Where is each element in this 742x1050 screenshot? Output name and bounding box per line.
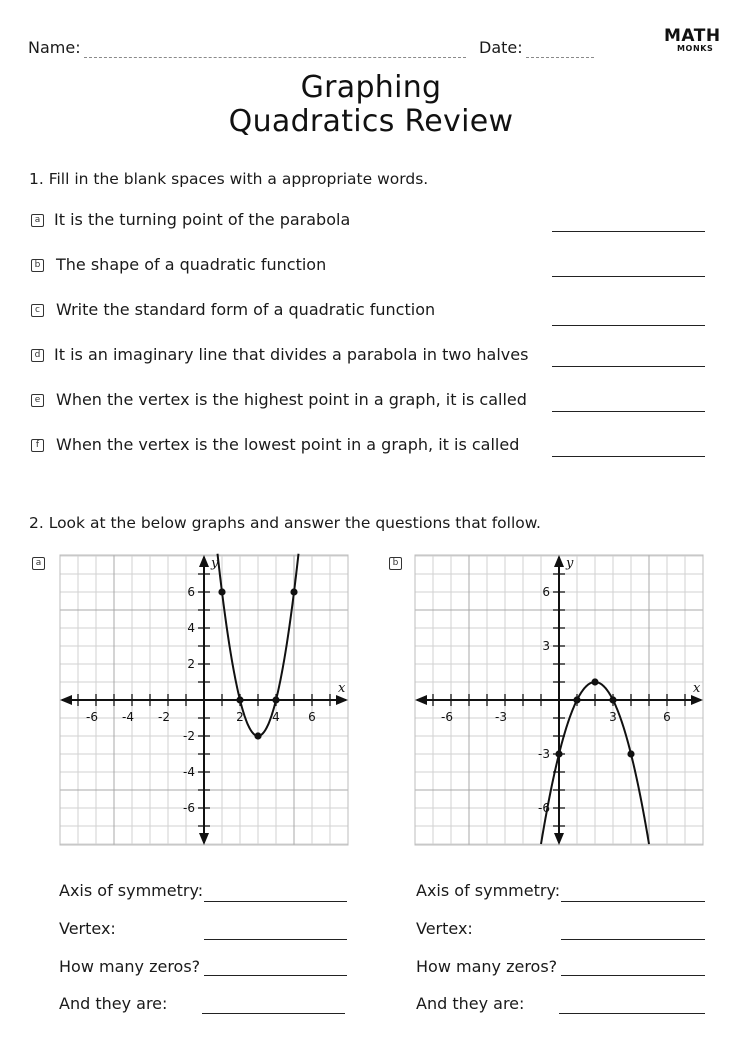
zeros-list-label-a: And they are:	[59, 994, 168, 1013]
date-field[interactable]	[526, 57, 594, 58]
item-letter-d: d	[31, 349, 44, 362]
y-tick-label: 6	[187, 585, 195, 599]
answer-line-a[interactable]	[552, 231, 705, 232]
x-tick-label: -3	[495, 710, 507, 724]
plotted-point	[627, 750, 634, 757]
y-tick-label: 2	[187, 657, 195, 671]
answer-line-e[interactable]	[552, 411, 705, 412]
x-axis-arrow-right	[336, 695, 348, 705]
x-tick-label: 3	[609, 710, 617, 724]
answer-line-b[interactable]	[552, 276, 705, 277]
x-tick-label: -6	[441, 710, 453, 724]
vertex-label-b: Vertex:	[416, 919, 473, 938]
plotted-point	[236, 696, 243, 703]
y-axis-label: y	[211, 556, 219, 571]
item-text-b: The shape of a quadratic function	[56, 255, 327, 274]
y-axis-label: y	[566, 556, 574, 571]
x-tick-label: -4	[122, 710, 134, 724]
plotted-point	[555, 750, 562, 757]
zeros-answer-b[interactable]	[561, 975, 705, 976]
y-axis-arrow-down	[554, 833, 564, 845]
vertex-answer-a[interactable]	[204, 939, 347, 940]
question-1-prompt: 1. Fill in the blank spaces with a appropriate words.	[29, 170, 429, 188]
x-tick-label: 6	[663, 710, 671, 724]
x-axis-arrow-left	[415, 695, 427, 705]
y-tick-label: -2	[183, 729, 195, 743]
y-tick-label: 4	[187, 621, 195, 635]
zeros-list-answer-b[interactable]	[559, 1013, 705, 1014]
answer-line-d[interactable]	[552, 366, 705, 367]
x-tick-label: 6	[308, 710, 316, 724]
item-letter-e: e	[31, 394, 44, 407]
y-tick-label: -6	[538, 801, 550, 815]
page-title-line-1: Graphing	[300, 70, 442, 105]
item-text-d: It is an imaginary line that divides a parabola in two halves	[54, 345, 529, 364]
name-field[interactable]	[84, 57, 466, 58]
item-letter-b: b	[31, 259, 44, 272]
zeros-list-answer-a[interactable]	[202, 1013, 345, 1014]
graph-b	[395, 545, 725, 855]
plotted-point	[609, 696, 616, 703]
y-axis-arrow-up	[554, 555, 564, 567]
item-text-f: When the vertex is the lowest point in a graph, it is called	[56, 435, 520, 454]
graph-letter-b: b	[389, 557, 402, 570]
x-axis-arrow-right	[691, 695, 703, 705]
item-text-a: It is the turning point of the parabola	[54, 210, 351, 229]
item-text-e: When the vertex is the highest point in a graph, it is called	[56, 390, 527, 409]
name-label: Name:	[28, 38, 81, 57]
y-axis-arrow-up	[199, 555, 209, 567]
answer-line-c[interactable]	[552, 325, 705, 326]
plotted-point	[290, 588, 297, 595]
vertex-label-a: Vertex:	[59, 919, 116, 938]
item-text-c: Write the standard form of a quadratic function	[56, 300, 436, 319]
plotted-point	[272, 696, 279, 703]
page-title-line-2: Quadratics Review	[228, 104, 514, 139]
date-label: Date:	[479, 38, 523, 57]
logo-math: MATH	[664, 26, 721, 46]
question-2-prompt: 2. Look at the below graphs and answer the questions that follow.	[29, 514, 541, 532]
axis-label-b: Axis of symmetry:	[416, 881, 561, 900]
vertex-answer-b[interactable]	[561, 939, 705, 940]
answer-line-f[interactable]	[552, 456, 705, 457]
zeros-label-a: How many zeros?	[59, 957, 201, 976]
x-tick-label: -6	[86, 710, 98, 724]
y-axis-arrow-down	[199, 833, 209, 845]
x-tick-label: 4	[272, 710, 280, 724]
axis-label-a: Axis of symmetry:	[59, 881, 204, 900]
item-letter-f: f	[31, 439, 44, 452]
zeros-answer-a[interactable]	[204, 975, 347, 976]
y-tick-label: 6	[542, 585, 550, 599]
axis-answer-b[interactable]	[561, 901, 705, 902]
plotted-point	[591, 678, 598, 685]
plotted-point	[254, 732, 261, 739]
plotted-point	[218, 588, 225, 595]
y-tick-label: -3	[538, 747, 550, 761]
y-tick-label: 3	[542, 639, 550, 653]
zeros-label-b: How many zeros?	[416, 957, 558, 976]
item-letter-a: a	[31, 214, 44, 227]
x-axis-label: x	[338, 681, 346, 696]
item-letter-c: c	[31, 304, 44, 317]
x-axis-label: x	[693, 681, 701, 696]
y-tick-label: -6	[183, 801, 195, 815]
zeros-list-label-b: And they are:	[416, 994, 525, 1013]
x-axis-arrow-left	[60, 695, 72, 705]
plotted-point	[573, 696, 580, 703]
graph-a	[40, 545, 370, 855]
axis-answer-a[interactable]	[204, 901, 347, 902]
y-tick-label: -4	[183, 765, 195, 779]
logo-monks: MONKS	[677, 44, 714, 53]
graph-letter-a: a	[32, 557, 45, 570]
x-tick-label: -2	[158, 710, 170, 724]
x-tick-label: 2	[236, 710, 244, 724]
